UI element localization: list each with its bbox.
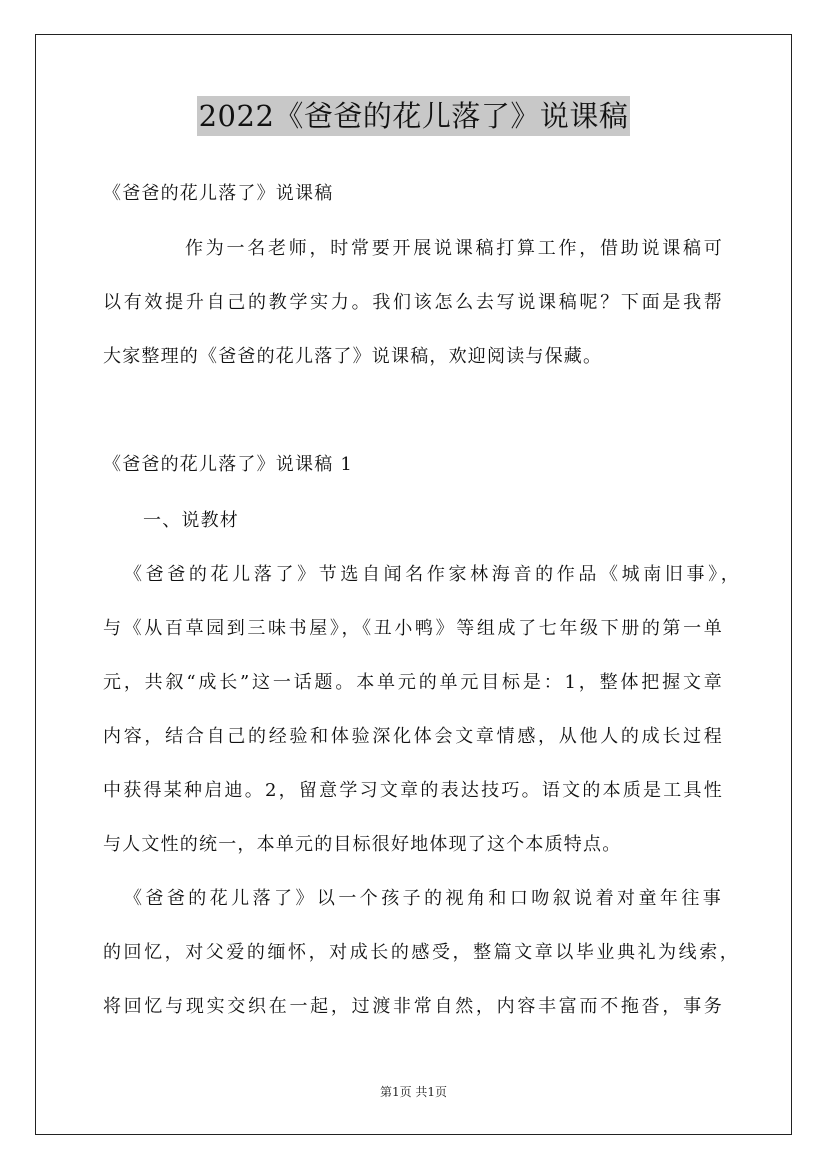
paragraph1-line-5: 中获得某种启迪。2，留意学习文章的表达技巧。语文的本质是工具性: [103, 780, 723, 801]
page-footer: 第1页 共1页: [379, 1085, 448, 1099]
subsection-heading: 一、说教材: [143, 510, 239, 531]
intro-line-2: 以有效提升自己的教学实力。我们该怎么去写说课稿呢？下面是我帮: [103, 292, 723, 313]
title-container: [0, 96, 827, 136]
paragraph1-line-3: 元，共叙“成长”这一话题。本单元的单元目标是：1，整体把握文章: [103, 672, 723, 693]
intro-line-1: 作为一名老师，时常要开展说课稿打算工作，借助说课稿可: [185, 238, 723, 259]
intro-line-3: 大家整理的《爸爸的花儿落了》说课稿，欢迎阅读与保藏。: [103, 346, 603, 367]
section-heading: 《爸爸的花儿落了》说课稿 1: [103, 454, 353, 475]
document-subtitle: 《爸爸的花儿落了》说课稿: [103, 183, 334, 204]
paragraph1-line-6: 与人文性的统一，本单元的目标很好地体现了这个本质特点。: [103, 834, 622, 855]
paragraph2-line-3: 将回忆与现实交织在一起，过渡非常自然，内容丰富而不拖沓，事务: [103, 996, 723, 1017]
paragraph2-line-2: 的回忆，对父爱的缅怀，对成长的感受，整篇文章以毕业典礼为线索，: [103, 942, 739, 963]
paragraph2-line-1: 《爸爸的花儿落了》以一个孩子的视角和口吻叙说着对童年往事: [124, 888, 722, 909]
document-title: 2022《爸爸的花儿落了》说课稿: [197, 96, 631, 136]
paragraph1-line-1: 《爸爸的花儿落了》节选自闻名作家林海音的作品《城南旧事》，: [124, 564, 740, 585]
paragraph1-line-2: 与《从百草园到三味书屋》，《丑小鸭》等组成了七年级下册的第一单: [103, 618, 723, 639]
paragraph1-line-4: 内容，结合自己的经验和体验深化体会文章情感，从他人的成长过程: [103, 726, 723, 747]
